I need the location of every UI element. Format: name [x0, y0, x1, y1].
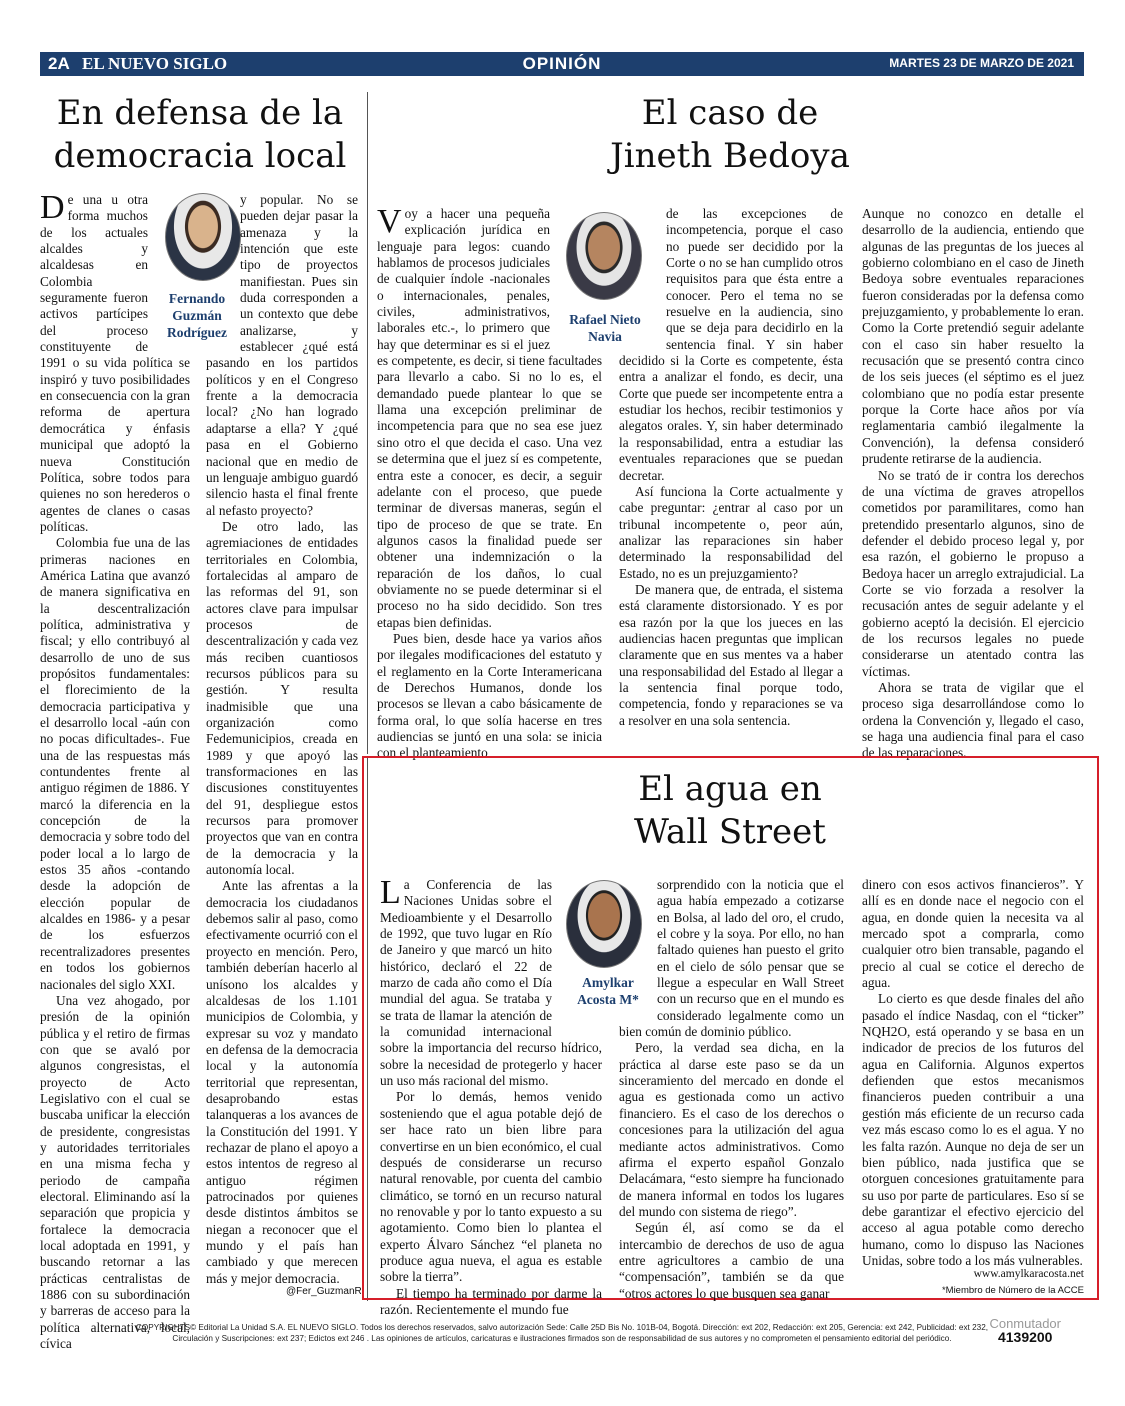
newspaper-name: EL NUEVO SIGLO: [81, 54, 228, 73]
switchboard: [989, 1318, 1061, 1344]
article-1-title-line-1: En defensa de la: [56, 93, 344, 133]
paragraph: No se trató de ir contra los derechos de una víctima de graves atropellos cometidos por paramilitares, como han pretendido presentarlo algunos, sino de defender el debido proceso legal y, por esa razón, el gobierno le propuso a Bedoya hacer un arreglo extrajudicial. La Corte se vio forzada a resolver la recusación antes de seguir adelante y el gobierno aceptó la decisión. El ejercicio de los recursos legales no puede considerarse un atentado contra las víctimas.: [862, 467, 1084, 679]
article-1-column-2: [206, 192, 358, 1284]
article-3-title-line-1: El agua en: [638, 769, 822, 809]
paragraph: Colombia fue una de las primeras naciones en América Latina que avanzó de manera significativa en la descentralización política, administrativa y fiscal; y ello contribuyó al desarrollo de uno de sus propósitos fundamentales: el florecimiento de la democracia participativa y el desarrollo local -aún con no pocas dificultades-. Fue una de las respuestas más contundentes frente al antiguo régimen de 1886. Y marcó la diferencia en la concepción de la democracia y sobre todo del poder local a lo largo de estos 35 años -contando desde la adopción de elección popular de alcaldes en 1986- y a pesar de los esfuerzos recentralizadores presentes en todos los gobiernos nacionales del siglo XXI.: [40, 535, 190, 992]
article-3-column-1: [380, 874, 602, 1317]
paragraph: oy a hacer una pequeña explicación jurídica en lenguaje para legos: cuando hablamos de procesos judiciales de cualquier índole -nacionales o internacionales, penales, civiles, administrativos, laborales etc.-, lo primero que hay que determinar es si el juez es competente, es decir, si tiene facultades para llevarlo a cabo. Si no lo es, el demandado puede plantear lo que se llama una excepción preliminar de incompetencia para que no sea ese juez sino otro el que decida el caso. Una vez se determina que el juez sí es competente, entra este a conocer, es decir, a seguir adelante con el proceso, que puede terminar de diversas maneras, según el tipo de proceso de que se trate. En algunos casos la finalidad puede ser obtener una indemnización o la reparación de los daños, lo cual obviamente no se puede determinar si el proceso no ha sido decidido. Son tres etapas bien definidas.: [377, 206, 602, 630]
author-website: www.amylkaracosta.net: [973, 1268, 1084, 1280]
author-name-line: Navia: [588, 329, 622, 344]
article-3-title-line-2: Wall Street: [634, 812, 826, 852]
paragraph: De otro lado, las agremiaciones de entidades territoriales en Colombia, fortalecidas al amparo de las reformas del 91, son actores clave para impulsar procesos de descentralización y cada vez más reciben cuantiosos recursos públicos para su gestión. Y resulta inadmisible que una organización como Fedemunicipios, creada en 1989 y que apoyó las transformaciones en las discusiones constituyentes del 91, despliegue estos recursos para promover proyectos que van en contra de la democracia y la autonomía local.: [206, 518, 358, 878]
footer-line: Circulación y Suscripciones: ext 237; Edictos ext 246 . Las opiniones de artículos, caricaturas e ilustraciones firmados son de responsabilidad de sus autores y no comprometen el pensamiento editorial del periódico.: [172, 1334, 952, 1343]
paragraph: El tiempo ha terminado por darme la razón. Recientemente el mundo fue: [380, 1285, 602, 1317]
author-twitter-handle: @Fer_GuzmanR: [286, 1286, 362, 1297]
article-1-title-line-2: democracia local: [53, 136, 347, 176]
paragraph: dinero con esos activos financieros”. Y allí es en donde nace el negocio con el agua, en donde quien la necesita va al mercado spot a comprarla, como cualquier otro bien transable, pagando el precio al cual se cotice el derecho de agua.: [862, 877, 1084, 991]
issue-date: MARTES 23 DE MARZO DE 2021: [889, 56, 1074, 70]
author-name-line: Fernando: [168, 291, 226, 306]
dropcap: L: [380, 874, 401, 911]
article-2-column-2: [619, 206, 843, 742]
paragraph: Pero, la verdad sea dicha, en la práctica al darse este paso se da un sinceramiento del mercado en donde el agua es gestionada como un activo financiero. Es el caso de los derechos o concesiones para la utilización del agua mediante actos administrativos. Como afirma el experto español Gonzalo Delacámara, “esto siempre ha funcionado de manera informal en todos los lugares del mundo con sistema de riego”.: [619, 1040, 844, 1219]
switchboard-number: 4139200: [997, 1329, 1053, 1345]
paragraph: Por lo demás, hemos venido sosteniendo que el agua potable dejó de ser hace rato un bien libre para convertirse en un bien económico, el cual después de considerarse un recurso natural renovable, por cuenta del cambio climático, se tornó en un recurso natural no renovable y por lo tanto expuesto a su agotamiento. Como bien lo plantea el experto Álvaro Sánchez “el planeta no produce agua nueva, el agua es estable sobre la tierra”.: [380, 1089, 602, 1285]
paragraph: Según él, así como se da el intercambio de derechos de uso de agua entre agricultores a cambio de una “compensación”, también se da que “otros actores lo que busquen sea ganar: [619, 1220, 844, 1301]
article-2-title: [560, 92, 900, 178]
paragraph: a Conferencia de las Naciones Unidas sobre el Medioambiente y el Desarrollo de 1992, que tuvo lugar en Río de Janeiro y que marcó un hito histórico, declaró el 22 de marzo de cada año como el Día mundial del agua. Se trataba y se trata de llamar la atención de la comunidad internacional sobre la importancia del recurso hídrico, sobre la necesidad de protegerlo y hacer un uso más racional del mismo.: [380, 877, 602, 1089]
article-2-column-1: [377, 203, 602, 761]
switchboard-label: Conmutador: [989, 1316, 1061, 1331]
page-header-bar: [40, 52, 1084, 76]
author-name-line: Amylkar: [582, 975, 634, 990]
article-2-title-line-2: Jineth Bedoya: [610, 136, 850, 176]
paragraph: De manera que, de entrada, el sistema está claramente distorsionado. Y es por esa razón por la que los jueces en las audiencias hacen preguntas que implican claramente que en sus mentes va a haber una responsabilidad del Estado al llegar a la sentencia final porque todo, competencia, fondo y reparaciones se va a resolver en una sola sentencia.: [619, 581, 843, 728]
author-name-line: Rodríguez: [167, 325, 227, 340]
author-membership-note: *Miembro de Número de la ACCE: [941, 1285, 1084, 1296]
author-name-line: Guzmán: [172, 308, 222, 323]
paragraph: Así funciona la Corte actualmente y cabe preguntar: ¿entrar al caso por un tribunal incompetente o, peor aún, analizar las reparaciones sin haber determinado la responsabilidad del Estado, no es un prejuzgamiento?: [619, 483, 843, 581]
article-1-title: [40, 92, 360, 178]
paragraph: de las excepciones de incompetencia, porque el caso no puede ser decidido por la Corte o no se han cumplido otros requisitos para que ésta entre a conocer. Pero el tema no se resuelve en la audiencia, sino que se deja para decidirlo en la sentencia final. Y sin haber decidido si la Corte es competente, ésta entra a analizar el fondo, es decir, una Corte que puede ser incompetente entra a estudiar los hechos, recibir testimonios y alegatos orales. Y, sin haber determinado la responsabilidad, entra a estudiar las eventuales reparaciones que se puedan decretar.: [619, 206, 843, 483]
paragraph: Ahora se trata de vigilar que el proceso siga desarrollándose como lo ordena la Convención y, llegado el caso, se haga una audiencia final para el caso de las reparaciones.: [862, 679, 1084, 761]
author-name-line: Rafael Nieto: [569, 312, 641, 327]
paragraph: Ante las afrentas a la democracia los ciudadanos debemos salir al paso, como efectivamente ocurrió con el proyecto en mención. Pero, también deberían hacerlo al unísono los alcaldes y alcaldesas de los 1.101 municipios de Colombia, y expresar su voz y mandato en defensa de la democracia local y la autonomía territorial que representan, desaprobando estas talanqueras a los avances de la Constitución del 1991. Y rechazar de plano el apoyo a estos intentos de regreso al antiguo régimen patrocinados por quienes desde distintos ámbitos se niegan a reconocer que el mundo y el país han cambiado y que merecen más y mejor democracia.: [206, 878, 358, 1286]
column-divider-1: [367, 92, 368, 754]
dropcap: V: [377, 203, 402, 240]
paragraph: Pues bien, desde hace ya varios años por ilegales modificaciones del estatuto y el reglamento en la Corte Interamericana de Derechos Humanos, donde los procesos se llevan a cabo básicamente de forma oral, lo que solía hacerse en tres audiencias se juntó en una sola: se inicia con el planteamiento: [377, 630, 602, 761]
paragraph: Lo cierto es que desde finales del año pasado el índice Nasdaq, con el “ticker” NQH2O, está operando y se basa en un indicador de precios de los futuros del agua en California. Algunos expertos defienden que estos mecanismos financieros pueden contribuir a una gestión más eficiente de un recurso cada vez más escaso como lo es el agua. Y no les falta razón. Aunque no deja de ser un bien público, nada justifica que se otorguen concesiones gratuitamente para su uso por parte de particulares. Eso sí se debe garantizar el efectivo ejercicio del acceso al agua potable como derecho humano, como lo dispuso las Naciones Unidas, sobre todo a los más vulnerables.: [862, 991, 1084, 1268]
paragraph: e una u otra forma muchos de los actuales alcaldes y alcaldesas en Colombia seguramente fueron activos partícipes del proceso constituyente de 1991 o su vida política se inspiró y tuvo posibilidades en consecuencia con la gran reforma de apertura democrática y énfasis municipal que adoptó la nueva Constitución Política, sobre todos para quienes no son herederos o agentes de clanes o casas políticas.: [40, 192, 190, 534]
author-name-line: Acosta M*: [577, 992, 639, 1007]
paragraph: Aunque no conozco en detalle el desarrollo de la audiencia, entiendo que algunas de las preguntas de los jueces al gobierno colombiano en el caso de Jineth Bedoya sobre eventuales reparaciones fueron consideradas por la defensa como prejuzgamiento, y probablemente lo eran. Como la Corte pretendió seguir adelante con el caso sin haber resuelto la recusación que se presentó contra cinco de los seis jueces (el séptimo es el juez colombiano que no podía estar presente porque la Corte hace años por vía reglamentaria cambió ilegalmente la Convención), la defensa consideró prudente retirarse de la audiencia.: [862, 206, 1084, 467]
article-2-title-line-1: El caso de: [641, 93, 819, 133]
article-3-title: [560, 768, 900, 854]
page-number: 2A: [48, 54, 70, 73]
article-1-column-1: [40, 189, 190, 1352]
footer-line: COPYRIGHTS© Editorial La Unidad S.A. EL NUEVO SIGLO. Todos los derechos reservados, salvo autorización Sede: Calle 25D Bis No. 101B-04, Bogotá. Dirección: ext 202, Redacción: ext 205, Gerencia: ext 242, Publicidad: ext 232,: [135, 1323, 989, 1332]
paragraph: sorprendido con la noticia que el agua había empezado a cotizarse en Bolsa, al lado del oro, el crudo, el cobre y la soya. Por ello, no han faltado quienes han puesto el grito en el cielo de sólo pensar que se llegue a especular en Wall Street con un recurso que en el mundo es considerado legalmente como un bien común de dominio público.: [619, 877, 844, 1040]
footer-credits: [40, 1322, 1084, 1344]
article-2-column-3: [862, 206, 1084, 761]
article-3-column-2: [619, 877, 844, 1301]
article-3-column-3: [862, 877, 1084, 1268]
paragraph: Una vez ahogado, por presión de la opinión pública y el retiro de firmas con que se avaló por algunos congresistas, el proyecto de Acto Legislativo con el cual se buscaba unificar la elección de presidente, congresistas y autoridades territoriales en una misma fecha y periodo de campaña electoral. Eliminando así la separación que propicia y fortalece la democracia local adoptada en 1991, y buscando retornar a las prácticas centralistas de 1886 con su subordinación y barreras de acceso para la política alternativa, local, cívica: [40, 992, 190, 1352]
dropcap: D: [40, 189, 65, 226]
paragraph: y popular. No se pueden dejar pasar la amenaza y la intención que este tipo de proyectos manifiestan. Pues sin duda corresponden a un contexto que debe analizarse, y establecer ¿qué está pasando en los partidos políticos y en el Congreso frente a la democracia local? ¿No han logrado adaptarse a ella? Y ¿qué pasa en el Gobierno nacional que en medio de un lenguaje ambiguo guardó silencio hasta el final frente al nefasto proyecto?: [206, 192, 358, 518]
section-name: OPINIÓN: [522, 54, 602, 73]
